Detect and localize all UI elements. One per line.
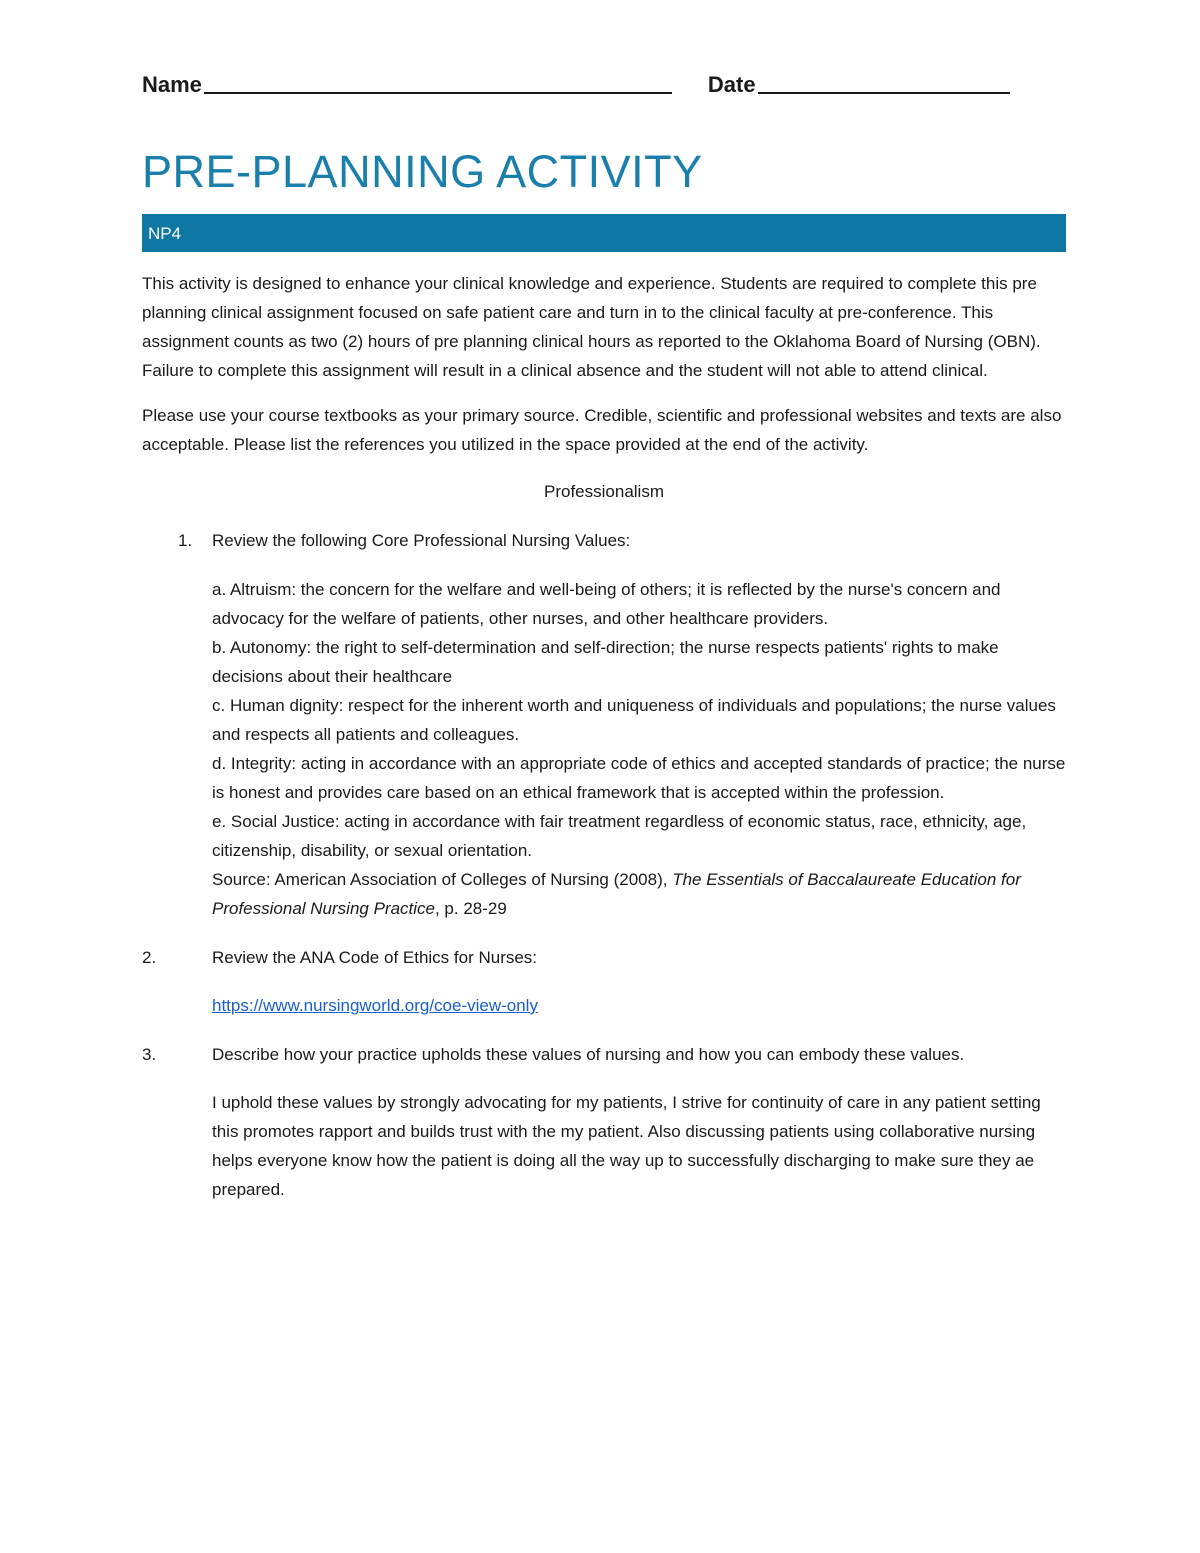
- item-text: Describe how your practice upholds these values of nursing and how you can embody these values.: [212, 1045, 965, 1064]
- value-social-justice: e. Social Justice: acting in accordance with fair treatment regardless of economic status, race, ethnicity, age, citizenship, disability, or sexual orientation.: [212, 812, 1027, 860]
- list-item-2: [142, 943, 1066, 972]
- source-citation: [212, 865, 1066, 923]
- item-text: Review the following Core Professional Nursing Values:: [212, 531, 631, 550]
- value-integrity: d. Integrity: acting in accordance with an appropriate code of ethics and accepted standards of practice; the nurse is honest and provides care based on an ethical framework that is accepted within the profession.: [212, 754, 1066, 802]
- value-altruism: a. Altruism: the concern for the welfare and well-being of others; it is reflected by the nurse's concern and advocacy for the welfare of patients, other nurses, and other healthcare providers.: [212, 580, 1001, 628]
- item-number: 3.: [142, 1045, 157, 1064]
- page-title: PRE-PLANNING ACTIVITY: [142, 146, 703, 197]
- source-title: The Essentials of Baccalaureate Education for Professional Nursing Practice: [212, 870, 1021, 918]
- section-banner: NP4: [142, 214, 1066, 252]
- item-text: Review the ANA Code of Ethics for Nurses:: [212, 948, 538, 967]
- name-field[interactable]: [204, 72, 672, 94]
- intro-paragraph-1: This activity is designed to enhance your clinical knowledge and experience. Students are required to complete this pre planning clinical assignment focused on safe patient care and turn in to the clinical faculty at pre-conference. This assignment counts as two (2) hours of pre planning clinical hours as reported to the Oklahoma Board of Nursing (OBN). Failure to complete this assignment will result in a clinical absence and the student will not able to attend clinical.: [142, 274, 1041, 380]
- list-item-1: [142, 526, 1066, 555]
- header-fields: [142, 70, 1066, 106]
- source-prefix: Source: American Association of Colleges of Nursing (2008),: [212, 870, 673, 889]
- ana-code-link[interactable]: https://www.nursingworld.org/coe-view-only: [212, 996, 538, 1015]
- date-label: Date: [707, 72, 756, 97]
- intro-paragraph-2: Please use your course textbooks as your primary source. Credible, scientific and professional websites and texts are also acceptable. Please list the references you utilized in the space provided at the end of the activity.: [142, 406, 1062, 454]
- name-label: Name: [142, 72, 202, 97]
- item-number: 1.: [178, 531, 193, 550]
- core-values-list: [142, 575, 1066, 923]
- list-item-3: [142, 1040, 1066, 1069]
- document-page: [142, 70, 1066, 1204]
- value-autonomy: b. Autonomy: the right to self-determination and self-direction; the nurse respects patients' rights to make decisions about their healthcare: [212, 638, 999, 686]
- answer-paragraph: I uphold these values by strongly advocating for my patients, I strive for continuity of care in any patient setting this promotes rapport and builds trust with the my patient. Also discussing patients using collaborative nursing helps everyone know how the patient is doing all the way up to successfully discharging to make sure they ae prepared.: [212, 1093, 1041, 1199]
- section-heading: Professionalism: [544, 482, 664, 501]
- ana-link-line: [142, 991, 1066, 1020]
- value-human-dignity: c. Human dignity: respect for the inherent worth and uniqueness of individuals and populations; the nurse values and respects all patients and colleagues.: [212, 696, 1056, 744]
- item-number: 2.: [142, 948, 157, 967]
- date-field[interactable]: [758, 72, 1010, 94]
- source-suffix: , p. 28-29: [434, 899, 507, 918]
